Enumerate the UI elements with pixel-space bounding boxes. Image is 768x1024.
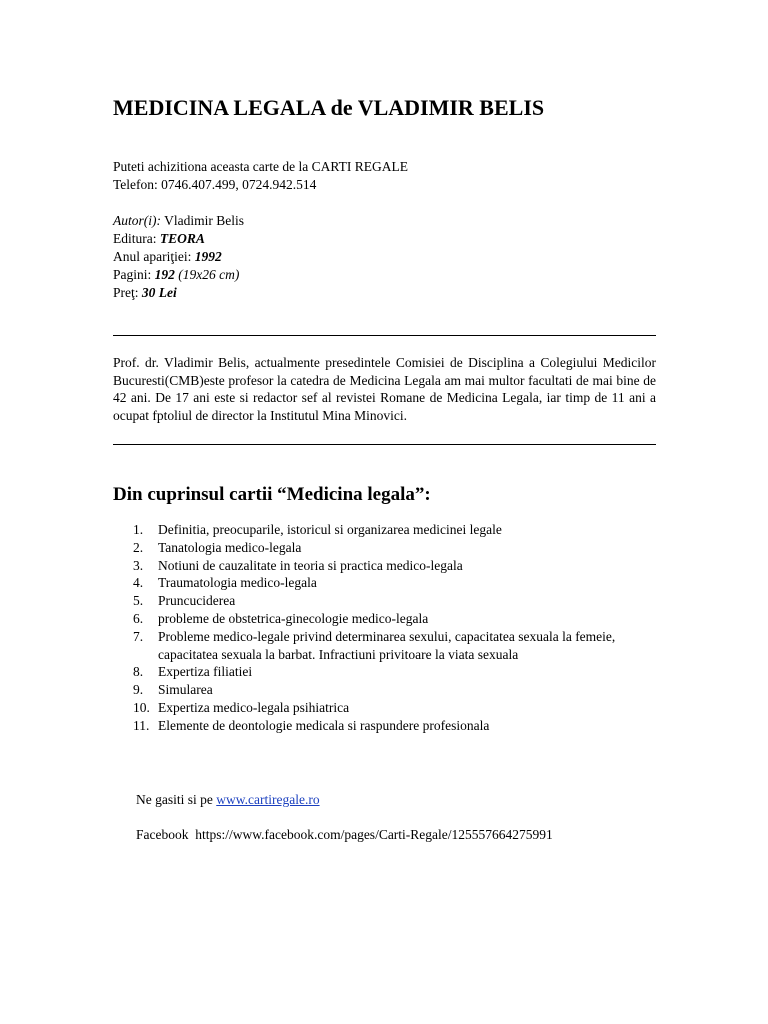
list-item-text: Probleme medico-legale privind determinarea sexului, capacitatea sexuala la femeie, capacitatea sexuala la barbat. Infractiuni privitoare la viata sexuala xyxy=(158,628,616,662)
price-value: 30 Lei xyxy=(141,285,177,300)
list-item-text: Definitia, preocuparile, istoricul si organizarea medicinei legale xyxy=(158,522,502,537)
list-item-text: Simularea xyxy=(158,682,213,698)
author-value: Vladimir Belis xyxy=(164,213,245,228)
publisher-value: TEORA xyxy=(159,231,205,246)
pages-value: 192 xyxy=(154,267,175,282)
list-item-text: Expertiza medico-legala psihiatrica xyxy=(158,699,350,715)
contents-list xyxy=(113,521,673,735)
website-link[interactable]: www.cartiregale.ro xyxy=(216,792,320,807)
page-title: MEDICINA LEGALA de VLADIMIR BELIS xyxy=(113,95,545,120)
list-item-text: Notiuni de cauzalitate in teoria si practica medico-legala xyxy=(158,557,463,573)
facebook-label: Facebook xyxy=(136,827,189,842)
list-item xyxy=(113,628,673,664)
list-item-number: 3. xyxy=(133,557,144,573)
list-item-number: 2. xyxy=(133,539,144,555)
list-item xyxy=(113,539,673,557)
list-item-text: Tanatologia medico-legala xyxy=(158,539,302,555)
list-item-text: probleme de obstetrica-ginecologie medico-legala xyxy=(158,610,429,626)
list-item-number: 6. xyxy=(133,610,144,626)
list-item-number: 8. xyxy=(133,664,144,680)
author-bio: Prof. dr. Vladimir Belis, actualmente presedintele Comisiei de Disciplina a Colegiului Medicilor Bucuresti(CMB)este profesor la catedra de Medicina Legala am mai multor facultati de mai bine de 42 ani. De 17 ani este si redactor sef al revistei Romane de Medicina Legala, iar timp de 11 ani a ocupat fptoliul de director la Institutul Mina Minovici. xyxy=(113,355,656,423)
list-item-text: Elemente de deontologie medicala si raspundere profesionala xyxy=(158,717,490,733)
list-item-number: 4. xyxy=(133,575,144,591)
list-item xyxy=(113,557,673,575)
price-label: Preţ: xyxy=(113,285,139,300)
list-item xyxy=(113,699,673,717)
author-label: Autor(i): xyxy=(113,213,161,228)
purchase-line: Puteti achizitiona aceasta carte de la CARTI REGALE xyxy=(113,159,408,174)
year-value: 1992 xyxy=(194,249,222,264)
author-row xyxy=(113,212,244,230)
list-item-number: 1. xyxy=(133,522,144,537)
year-label: Anul apariţiei: xyxy=(113,249,192,264)
list-item xyxy=(113,521,673,539)
facebook-row xyxy=(136,826,553,844)
list-item-number: 5. xyxy=(133,593,144,609)
find-us-row xyxy=(136,791,320,809)
divider-bottom xyxy=(113,444,656,445)
list-item-text: Traumatologia medico-legala xyxy=(158,575,317,591)
list-item-number: 7. xyxy=(133,628,144,644)
list-item-number: 10. xyxy=(133,699,150,715)
list-item xyxy=(113,610,673,628)
list-item xyxy=(113,592,673,610)
list-item xyxy=(113,574,673,592)
pages-row xyxy=(113,266,239,284)
phone-line: Telefon: 0746.407.499, 0724.942.514 xyxy=(113,177,317,192)
list-item xyxy=(113,717,673,735)
list-item-number: 9. xyxy=(133,682,144,698)
pages-label: Pagini: xyxy=(113,267,152,282)
contents-heading: Din cuprinsul cartii “Medicina legala”: xyxy=(113,484,431,505)
find-us-text: Ne gasiti si pe xyxy=(136,792,213,807)
facebook-url: https://www.facebook.com/pages/Carti-Regale/125557664275991 xyxy=(195,827,553,842)
list-item xyxy=(113,663,673,681)
publisher-label: Editura: xyxy=(113,231,157,246)
list-item-number: 11. xyxy=(133,717,150,733)
pages-format: (19x26 cm) xyxy=(178,267,240,282)
list-item-text: Pruncuciderea xyxy=(158,593,236,609)
list-item xyxy=(113,681,673,699)
list-item-text: Expertiza filiatiei xyxy=(158,664,253,680)
price-row xyxy=(113,284,177,302)
year-row xyxy=(113,248,222,266)
publisher-row xyxy=(113,230,205,248)
divider-top xyxy=(113,335,656,336)
